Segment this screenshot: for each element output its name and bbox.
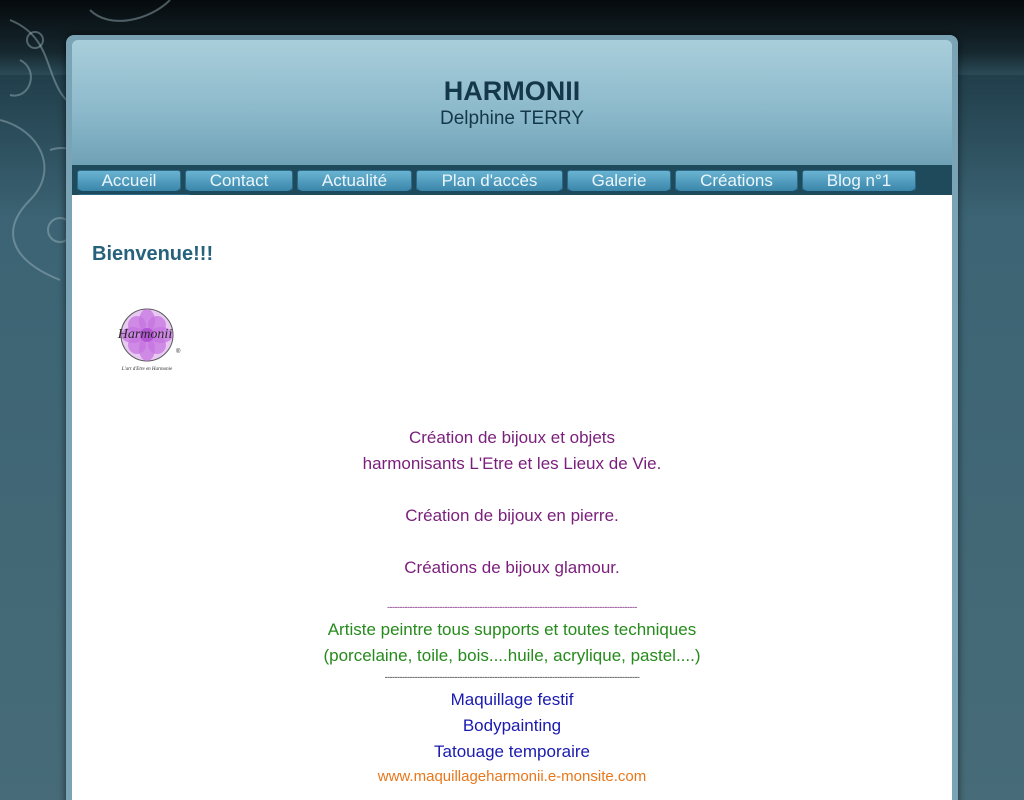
makeup-line-2: Bodypainting [462, 716, 562, 735]
makeup-line-1: Maquillage festif [450, 690, 574, 709]
main-content [72, 195, 952, 800]
svg-text:®: ® [176, 349, 181, 355]
intro-line-4: Créations de bijoux glamour. [404, 558, 620, 577]
intro-line-1: Création de bijoux et objets [408, 428, 616, 447]
nav-item-galerie[interactable]: Galerie [567, 170, 671, 193]
nav-item-blog-1[interactable]: Blog n°1 [802, 170, 916, 193]
nav-item-creations[interactable]: Créations [675, 170, 798, 193]
nav-item-contact[interactable]: Contact [185, 170, 293, 193]
harmonii-lotus-logo-icon [92, 303, 202, 378]
site-subtitle: Delphine TERRY [440, 108, 584, 129]
nav-item-plan-acces[interactable]: Plan d'accès [416, 170, 563, 193]
painting-line-1: Artiste peintre tous supports et toutes techniques [327, 620, 697, 639]
nav-item-accueil[interactable]: Accueil [77, 170, 181, 193]
logo-brand-text: Harmonii [117, 327, 173, 342]
makeup-website-link[interactable]: www.maquillageharmonii.e-monsite.com [377, 768, 647, 785]
nav-item-actualite[interactable]: Actualité [297, 170, 412, 193]
painting-line-2: (porcelaine, toile, bois....huile, acrylique, pastel....) [323, 646, 701, 665]
separator-dark: ------------------------------------------------------------------------------------------------------ [384, 672, 640, 682]
site-title: HARMONII [443, 76, 581, 106]
separator-purple: ---------------------------------------------------------------------------------------------------- [387, 602, 637, 612]
logo-tagline: L'art d'Etre en Harmonie [121, 367, 173, 372]
makeup-line-3: Tatouage temporaire [434, 742, 590, 761]
intro-line-2: harmonisants L'Etre et les Lieux de Vie. [362, 454, 662, 473]
intro-line-3: Création de bijoux en pierre. [405, 506, 619, 525]
site-header [72, 40, 952, 165]
page-heading: Bienvenue!!! [92, 243, 214, 265]
